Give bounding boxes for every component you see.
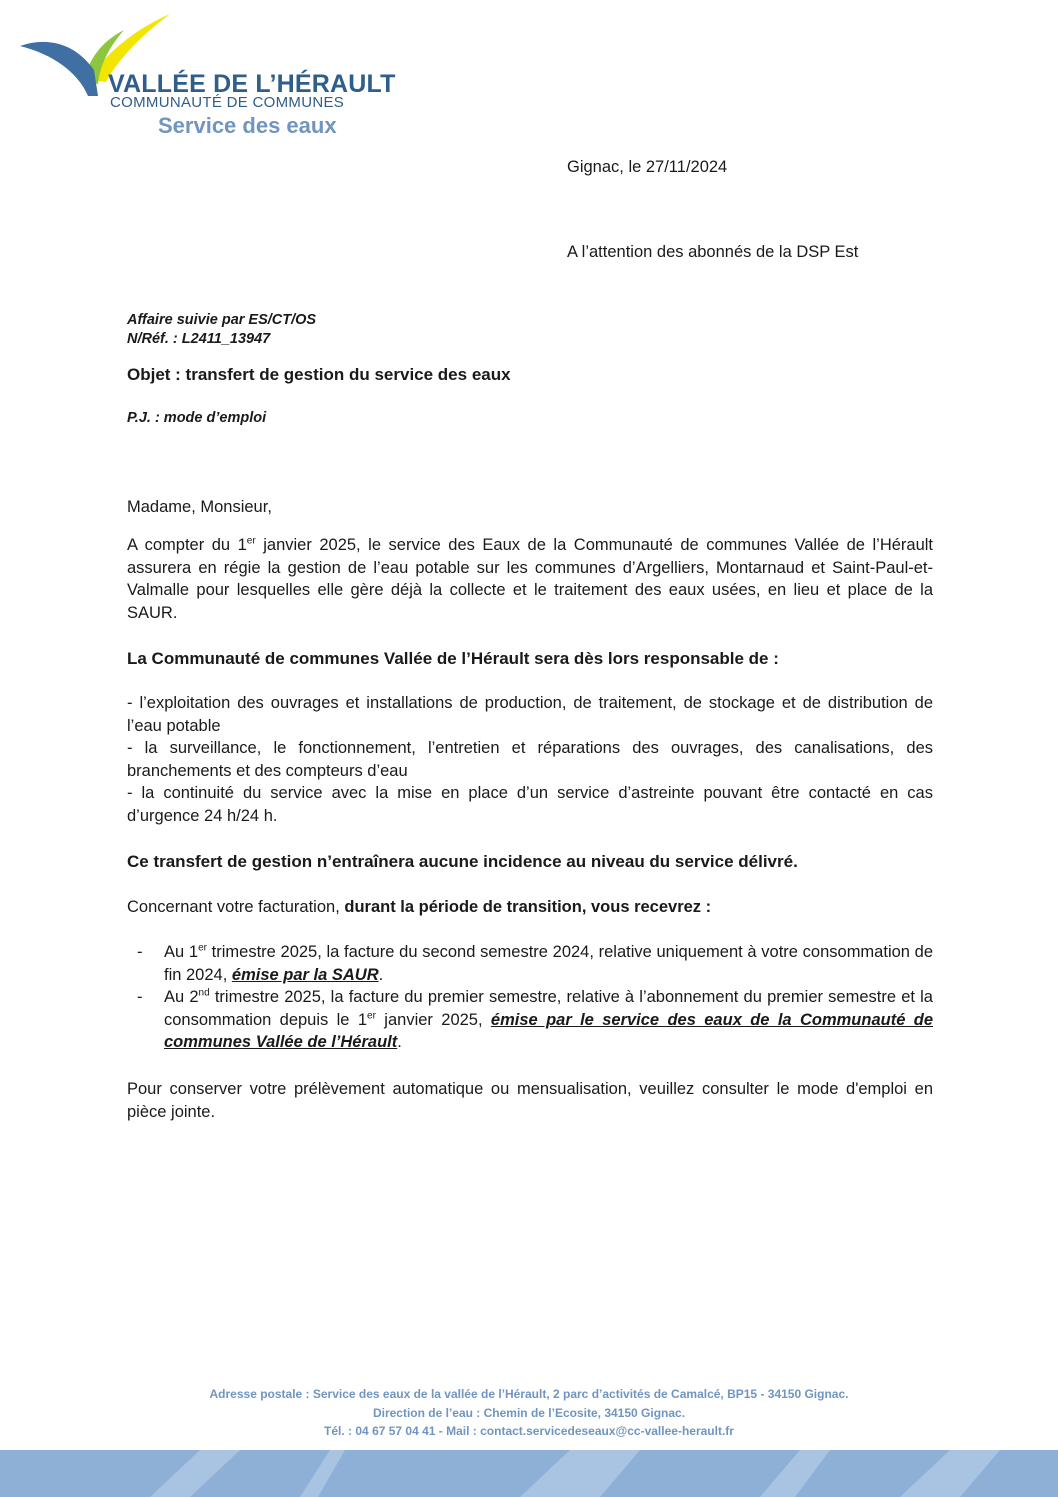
- logo-subtitle: COMMUNAUTÉ DE COMMUNES: [110, 94, 345, 111]
- logo-name: VALLÉE DE L’HÉRAULT: [108, 70, 396, 98]
- responsibility-heading: La Communauté de communes Vallée de l’Hérault sera dès lors responsable de :: [127, 649, 779, 668]
- subject-line: Objet : transfert de gestion du service des eaux: [127, 365, 511, 384]
- billing-intro: [127, 896, 933, 919]
- duty-item: - la continuité du service avec la mise en place d’un service d’astreinte pouvant être contacté en cas d’urgence 24 h/24 h.: [127, 784, 933, 825]
- duty-item: - la surveillance, le fonctionnement, l’entretien et réparations des ouvrages, des canalisations, des branchements et des compteurs d’eau: [127, 739, 933, 780]
- logo-service: Service des eaux: [158, 113, 337, 138]
- billing-item-issuer: émise par la SAUR: [231, 965, 379, 984]
- bullet-dash: -: [137, 943, 143, 961]
- footer-postal: Adresse postale : Service des eaux de la vallée de l’Hérault, 2 parc d’activités de Camalcé, BP15 - 34150 Gignac.: [209, 1387, 849, 1401]
- duty-item: - l’exploitation des ouvrages et installations de production, de traitement, de stockage et de distribution de l’eau potable: [127, 694, 933, 735]
- billing-item-post: .: [378, 965, 384, 984]
- billing-item-pre: Au 2: [164, 988, 199, 1006]
- billing-item: [127, 986, 933, 1054]
- intro-sup: er: [246, 535, 256, 547]
- reference-block: [127, 311, 316, 349]
- billing-item: [127, 941, 933, 986]
- billing-item-text: trimestre 2025, la facture du second semestre 2024, relative uniquement à votre consommation de fin 2024,: [164, 943, 933, 984]
- billing-item-text: trimestre 2025, la facture du premier semestre, relative à l’abonnement du premier semestre et la consommation depuis le 1: [164, 988, 933, 1029]
- affaire-line: Affaire suivie par ES/CT/OS: [127, 312, 317, 328]
- letter-date: Gignac, le 27/11/2024: [567, 158, 728, 176]
- billing-intro-plain: Concernant votre facturation,: [127, 898, 345, 916]
- duties-list: [127, 692, 933, 827]
- footer-decorative-band: [0, 1450, 1058, 1497]
- billing-item-text-2: janvier 2025,: [375, 1010, 491, 1029]
- letter-recipient: A l’attention des abonnés de la DSP Est: [567, 243, 859, 261]
- footer-address: [0, 1385, 1058, 1441]
- billing-item-issuer: émise par le service des eaux de la Communauté de communes Vallée de l’Hérault: [164, 1010, 933, 1051]
- closing-paragraph: Pour conserver votre prélèvement automatique ou mensualisation, veuillez consulter le mode d'emploi en pièce jointe.: [127, 1080, 933, 1121]
- footer-contact: Tél. : 04 67 57 04 41 - Mail : contact.servicedeseaux@cc-vallee-herault.fr: [324, 1424, 734, 1438]
- bullet-dash: -: [137, 988, 143, 1006]
- logo-blue-swoosh: [20, 42, 98, 96]
- intro-paragraph: [127, 534, 933, 624]
- billing-item-sup: nd: [198, 987, 210, 999]
- footer-direction: Direction de l’eau : Chemin de l’Ecosite, 34150 Gignac.: [372, 1405, 686, 1420]
- no-impact-statement: Ce transfert de gestion n’entraînera aucune incidence au niveau du service délivré.: [127, 852, 798, 871]
- billing-item-pre: Au 1: [164, 943, 199, 961]
- intro-part-a: A compter du 1: [127, 536, 247, 554]
- billing-list: [127, 941, 933, 1054]
- billing-item-sup-2: er: [367, 1010, 376, 1021]
- intro-part-b: janvier 2025, le service des Eaux de la Communauté de communes Vallée de l’Hérault assurera en régie la gestion de l’eau potable sur les communes d’Argelliers, Montarnaud et Saint-Paul-et-Valmalle pour lesquelles elle gère déjà la collecte et le traitement des eaux usées, en lieu et place de la SAUR.: [127, 536, 934, 622]
- billing-item-sup: er: [198, 942, 207, 954]
- billing-item-post: .: [397, 1033, 402, 1051]
- billing-intro-bold: durant la période de transition, vous recevrez :: [344, 898, 712, 916]
- reference-line: N/Réf. : L2411_13947: [127, 331, 271, 347]
- salutation: Madame, Monsieur,: [127, 498, 272, 516]
- attachment-line: P.J. : mode d’emploi: [127, 410, 267, 426]
